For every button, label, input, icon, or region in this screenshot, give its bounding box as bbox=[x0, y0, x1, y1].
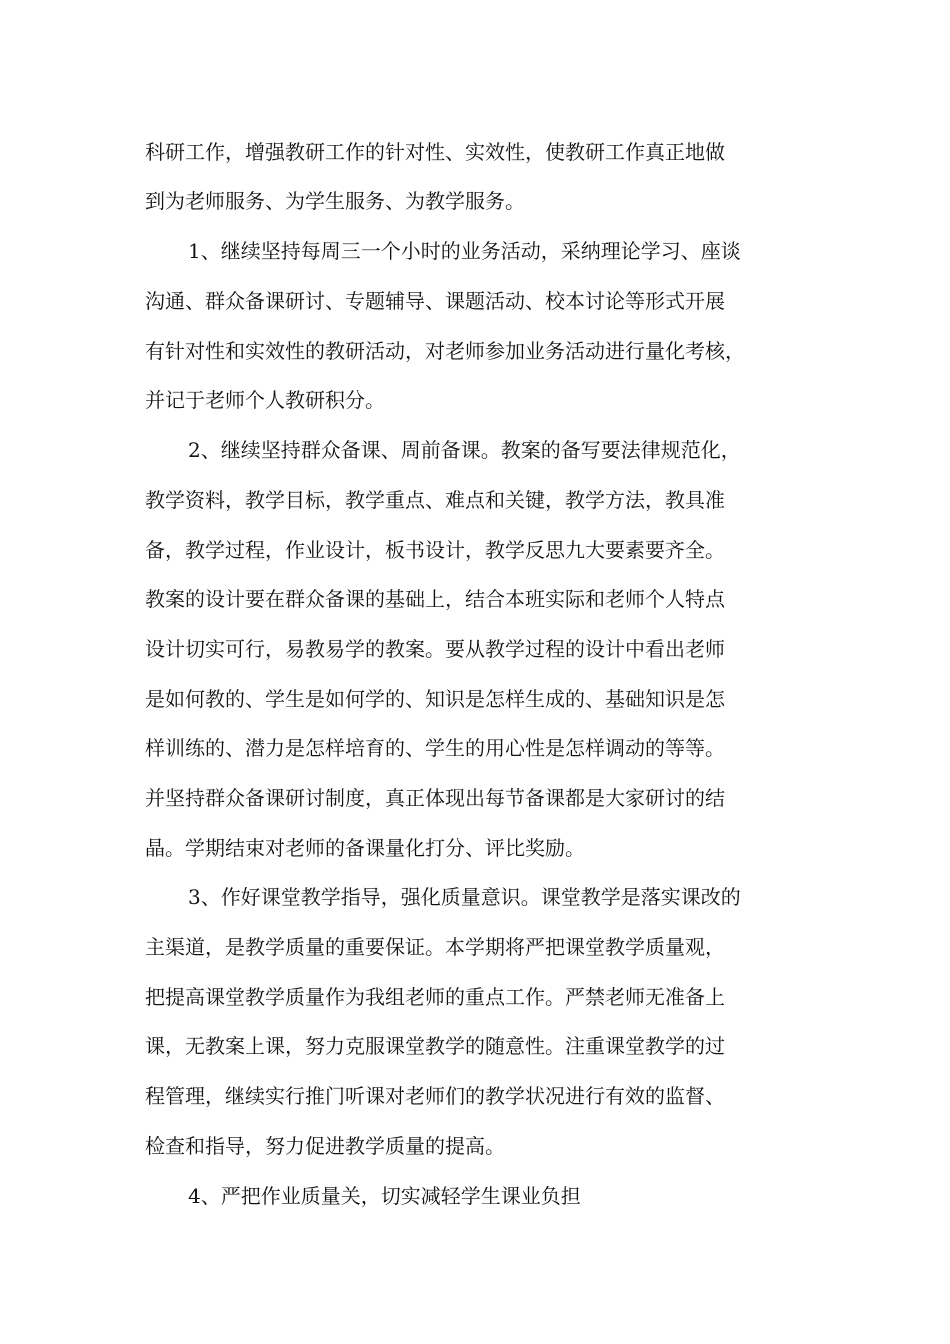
paragraph-2-start: 2、继续坚持群众备课、周前备课。教案的备写要法律规范化， bbox=[188, 438, 741, 462]
text-line: 备，教学过程，作业设计，板书设计，教学反思九大要素要齐全。 bbox=[145, 538, 725, 562]
text-line: 科研工作，增强教研工作的针对性、实效性，使教研工作真正地做 bbox=[145, 140, 725, 164]
text-line: 课，无教案上课，努力克服课堂教学的随意性。注重课堂教学的过 bbox=[145, 1034, 725, 1058]
text-line: 教案的设计要在群众备课的基础上，结合本班实际和老师个人特点 bbox=[145, 587, 725, 611]
paragraph-4-start: 4、严把作业质量关，切实减轻学生课业负担 bbox=[188, 1184, 581, 1208]
text-line: 样训练的、潜力是怎样培育的、学生的用心性是怎样调动的等等。 bbox=[145, 736, 725, 760]
text-line: 程管理，继续实行推门听课对老师们的教学状况进行有效的监督、 bbox=[145, 1084, 725, 1108]
text-line: 沟通、群众备课研讨、专题辅导、课题活动、校本讨论等形式开展 bbox=[145, 289, 725, 313]
text-line: 教学资料，教学目标，教学重点、难点和关键，教学方法，教具准 bbox=[145, 488, 725, 512]
text-line: 设计切实可行，易教易学的教案。要从教学过程的设计中看出老师 bbox=[145, 637, 725, 661]
text-line: 有针对性和实效性的教研活动，对老师参加业务活动进行量化考核， bbox=[145, 339, 745, 363]
text-line: 把提高课堂教学质量作为我组老师的重点工作。严禁老师无准备上 bbox=[145, 985, 725, 1009]
text-line: 并记于老师个人教研积分。 bbox=[145, 388, 385, 412]
paragraph-1-start: 1、继续坚持每周三一个小时的业务活动，采纳理论学习、座谈 bbox=[188, 239, 741, 263]
text-line: 是如何教的、学生是如何学的、知识是怎样生成的、基础知识是怎 bbox=[145, 687, 725, 711]
text-line: 并坚持群众备课研讨制度，真正体现出每节备课都是大家研讨的结 bbox=[145, 786, 725, 810]
text-line: 检查和指导，努力促进教学质量的提高。 bbox=[145, 1134, 505, 1158]
paragraph-3-start: 3、作好课堂教学指导，强化质量意识。课堂教学是落实课改的 bbox=[188, 885, 741, 909]
text-line: 晶。学期结束对老师的备课量化打分、评比奖励。 bbox=[145, 836, 585, 860]
text-line: 主渠道，是教学质量的重要保证。本学期将严把课堂教学质量观， bbox=[145, 935, 725, 959]
text-line: 到为老师服务、为学生服务、为教学服务。 bbox=[145, 189, 525, 213]
